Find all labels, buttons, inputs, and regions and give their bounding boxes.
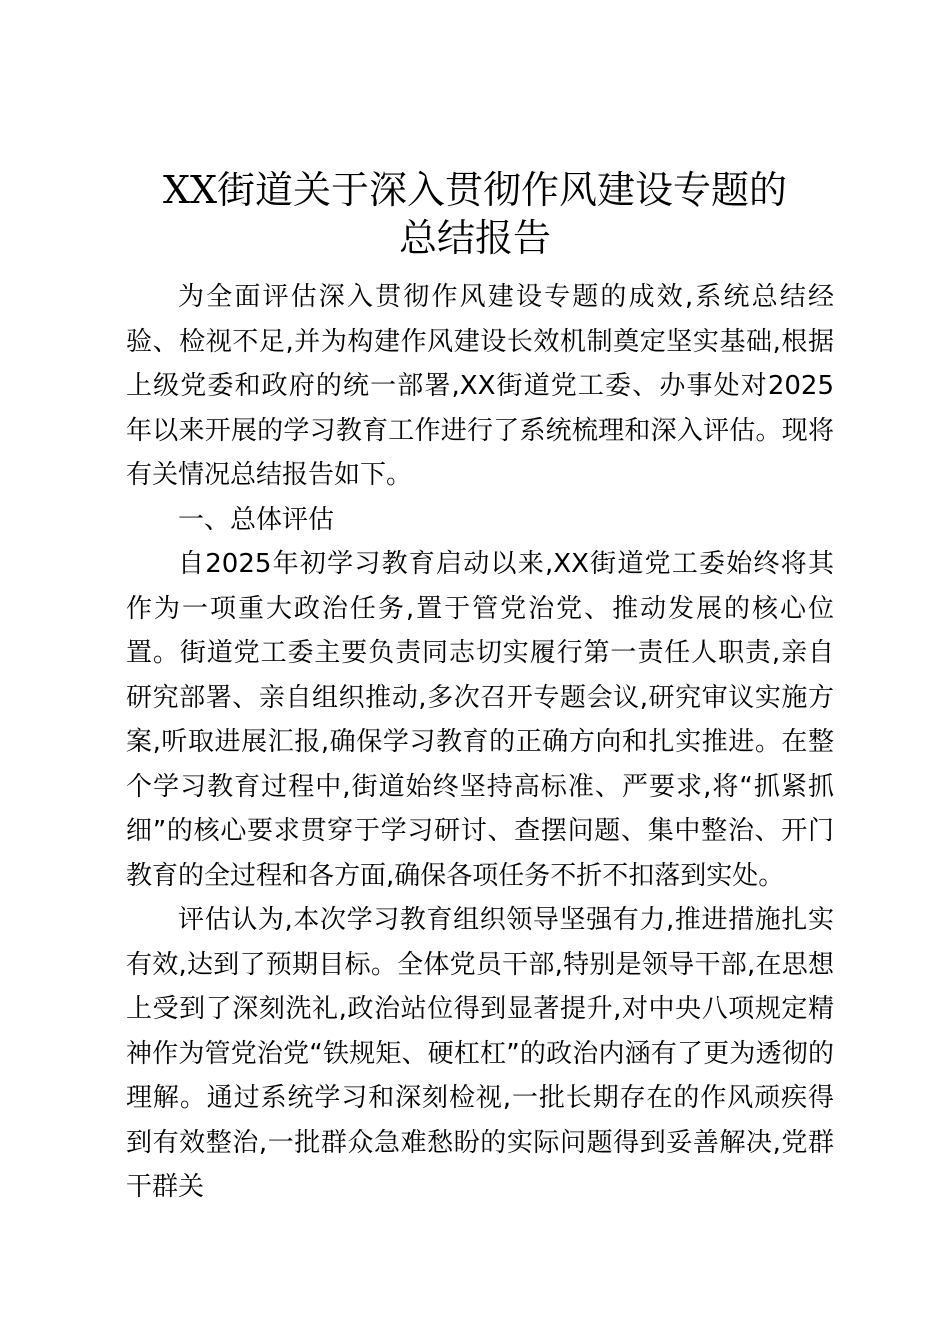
paragraph-evaluation: 评估认为,本次学习教育组织领导坚强有力,推进措施扎实有效,达到了预期目标。全体党员干部,特别是领导干部,在思想上受到了深刻洗礼,政治站位得到显著提升,对中央八项规定精神作为管党治党“铁规矩、硬杠杠”的政治内涵有了更为透彻的理解。通过系统学习和深刻检视,一批长期存在的作风顽疾得到有效整治,一批群众急难愁盼的实际问题得到妥善解决,党群干群关 xyxy=(126,905,834,1202)
title-line-1: XX街道关于深入贯彻作风建设专题的 xyxy=(162,168,788,212)
section-heading: 一、总体评估 xyxy=(178,504,335,535)
title-line-2: 总结报告 xyxy=(398,216,551,260)
paragraph-overview: 自2025年初学习教育启动以来,XX街道党工委始终将其作为一项重大政治任务,置于管党治党、推动发展的核心位置。街道党工委主要负责同志切实履行第一责任人职责,亲自研究部署、亲自组织推动,多次召开专题会议,研究审议实施方案,听取进展汇报,确保学习教育的正确方向和扎实推进。在整个学习教育过程中,街道始终坚持高标准、严要求,将“抓紧抓细”的核心要求贯穿于学习研讨、查摆问题、集中整治、开门教育的全过程和各方面,确保各项任务不折不扣落到实处。 xyxy=(126,549,834,891)
document-title xyxy=(120,166,830,262)
document-body xyxy=(126,275,834,1210)
paragraph-intro: 为全面评估深入贯彻作风建设专题的成效,系统总结经验、检视不足,并为构建作风建设长效机制奠定坚实基础,根据上级党委和政府的统一部署,XX街道党工委、办事处对2025年以来开展的学习教育工作进行了系统梳理和深入评估。现将有关情况总结报告如下。 xyxy=(126,282,834,490)
